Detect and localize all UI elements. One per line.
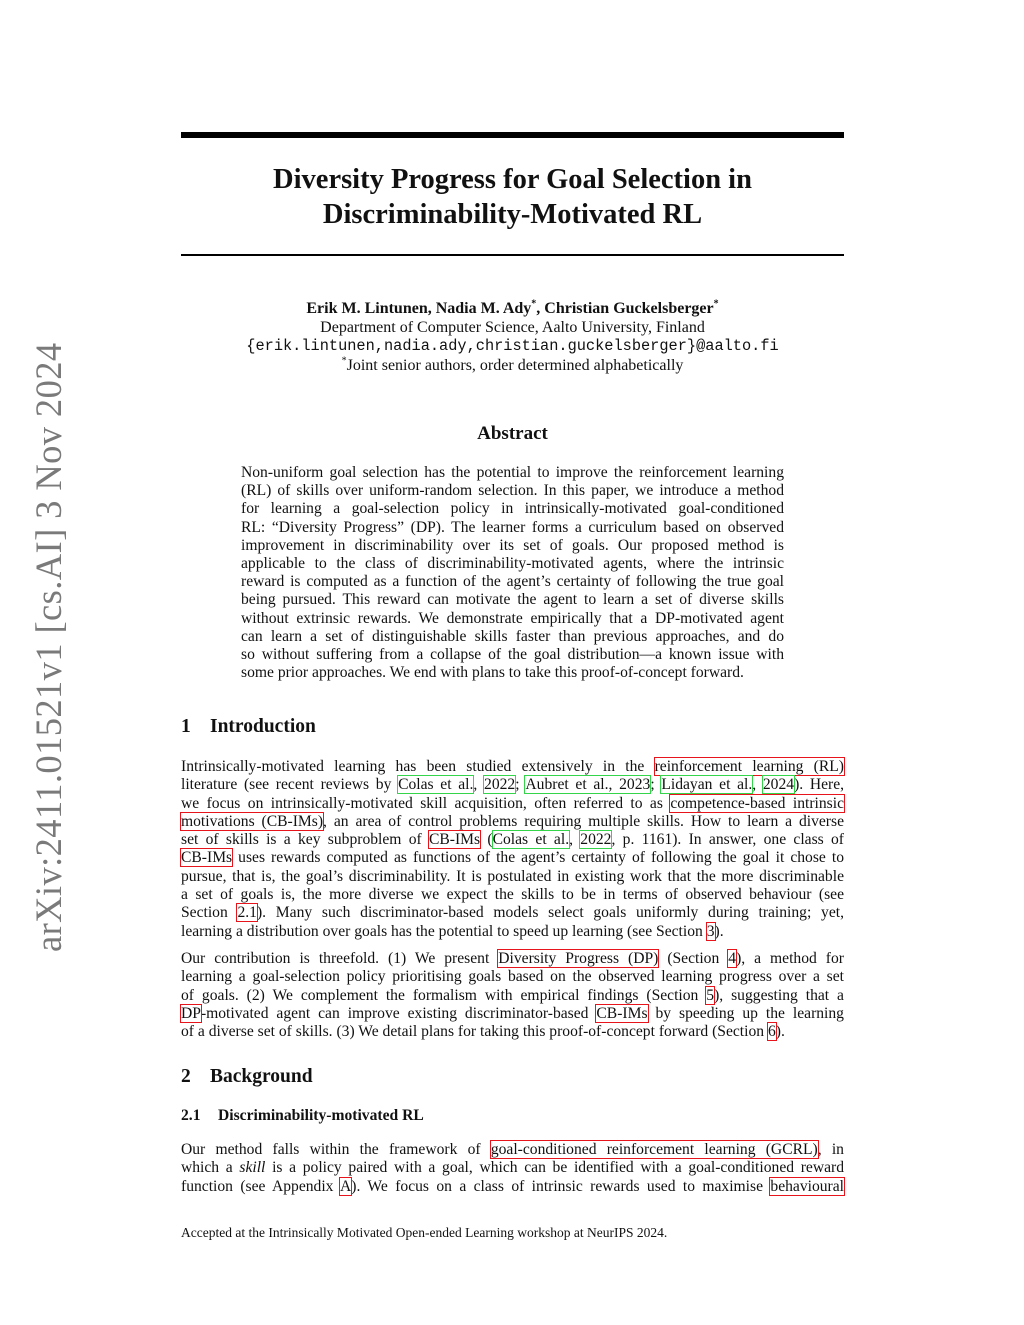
intro-line bbox=[181, 795, 844, 813]
intro-line bbox=[181, 758, 844, 776]
text-run: Section bbox=[181, 904, 238, 922]
text-run: -motivated agent can improve existing discriminator-based bbox=[200, 1004, 597, 1022]
abstract-line: Non-uniform goal selection has the potential to improve the reinforcement learning bbox=[241, 464, 784, 481]
intro-line: pursue, that is, the goal’s discriminability. It is postulated in existing work that the more discriminable bbox=[181, 867, 844, 885]
author-note-mark: * bbox=[341, 355, 347, 367]
intro-line bbox=[181, 1023, 844, 1041]
abstract-heading: Abstract bbox=[477, 423, 548, 444]
intro-line bbox=[181, 831, 844, 849]
intro-paragraph-1 bbox=[181, 758, 844, 941]
text-run: ), suggesting that a bbox=[714, 986, 844, 1004]
acronym-link-gcrl[interactable]: goal-conditioned reinforcement learning (GCRL) bbox=[490, 1141, 818, 1158]
acronym-link-behavioural[interactable]: behavioural bbox=[770, 1177, 844, 1195]
text-run: ; bbox=[515, 776, 526, 794]
text-run: ). bbox=[714, 922, 724, 940]
background-line bbox=[181, 1141, 844, 1159]
author-block bbox=[181, 299, 844, 375]
intro-line bbox=[181, 849, 844, 867]
text-run: , in bbox=[817, 1141, 844, 1158]
text-run: literature (see recent reviews by bbox=[181, 776, 399, 794]
emphasis-skill: skill bbox=[239, 1159, 266, 1177]
author-note bbox=[181, 356, 844, 375]
intro-paragraph-2 bbox=[181, 950, 844, 1041]
abstract-line: (RL) of skills over uniform-random selection. In this paper, we introduce a method bbox=[241, 482, 784, 500]
background-line bbox=[181, 1159, 844, 1177]
text-run: by speeding up the learning bbox=[647, 1004, 844, 1022]
text-run: ). Many such discriminator-based models select goals uniformly during training; yet, bbox=[256, 904, 844, 922]
abstract-line: improvement in discriminability over its set of goals. Our proposed method is bbox=[241, 536, 784, 554]
text-run: set of skills is a key subproblem of bbox=[181, 831, 429, 849]
text-run: Our contribution is threefold. (1) We present bbox=[181, 950, 499, 967]
intro-line bbox=[181, 776, 844, 794]
author-affiliation: Department of Computer Science, Aalto University, Finland bbox=[320, 319, 705, 336]
author-emails: {erik.lintunen,nadia.ady,christian.guckelsberger}@aalto.fi bbox=[246, 337, 779, 355]
abstract-body bbox=[241, 464, 784, 682]
acronym-link-dp[interactable]: DP bbox=[181, 1004, 201, 1022]
abstract-line: without extrinsic rewards. We demonstrate empirically that a DP-motivated agent bbox=[241, 609, 784, 627]
text-run: we focus on intrinsically-motivated skill acquisition, often referred to as bbox=[181, 794, 671, 812]
author-note-text: Joint senior authors, order determined alphabetically bbox=[346, 357, 684, 374]
acronym-link-cb-ims-part-1[interactable]: competence-based intrinsic bbox=[670, 794, 844, 812]
text-run: , p. 1161). In answer, one class of bbox=[611, 831, 844, 849]
citation-link-colas-year[interactable]: 2022 bbox=[580, 831, 612, 849]
author-name-2: Christian Guckelsberger bbox=[544, 300, 714, 317]
acronym-link-dp[interactable]: Diversity Progress (DP) bbox=[498, 950, 659, 967]
intro-line bbox=[181, 1005, 844, 1023]
text-run: is a policy paired with a goal, which can be identified with a goal-conditioned reward bbox=[265, 1159, 844, 1177]
author-name-1: Erik M. Lintunen, Nadia M. Ady bbox=[306, 300, 532, 317]
text-run: function (see Appendix bbox=[181, 1177, 340, 1195]
citation-link-lidayan-author[interactable]: Lidayan et al. bbox=[661, 776, 753, 794]
text-run: ( bbox=[480, 831, 493, 849]
paper-title-line-1: Diversity Progress for Goal Selection in bbox=[273, 164, 752, 195]
acronym-link-cb-ims[interactable]: CB-IMs bbox=[181, 849, 233, 867]
text-run: ). bbox=[775, 1023, 785, 1041]
abstract-line: so without suffering from a collapse of the goal distribution—a known issue with bbox=[241, 645, 784, 663]
abstract-line: being pursued. This reward can motivate the agent to learn a set of diverse skills bbox=[241, 591, 784, 609]
acronym-link-cb-ims[interactable]: CB-IMs bbox=[428, 831, 481, 849]
author-mark-1: * bbox=[531, 298, 537, 310]
citation-link-lidayan-year[interactable]: 2024 bbox=[762, 776, 795, 794]
author-separator: , bbox=[536, 300, 545, 317]
section-1-number: 1 bbox=[181, 716, 191, 737]
appendix-ref-link-a[interactable]: A bbox=[339, 1177, 352, 1195]
text-run: , bbox=[752, 776, 763, 794]
citation-link-colas-year[interactable]: 2022 bbox=[484, 776, 516, 794]
text-run: (Section bbox=[658, 950, 729, 967]
abstract-line: reward is computed as a function of the agent’s certainty of following the true goal bbox=[241, 573, 784, 591]
citation-link-colas-author[interactable]: Colas et al. bbox=[398, 776, 474, 794]
abstract-line: RL: “Diversity Progress” (DP). The learner forms a curriculum based on observed bbox=[241, 518, 784, 536]
section-1-heading bbox=[181, 716, 316, 738]
intro-line bbox=[181, 904, 844, 922]
citation-link-aubret[interactable]: Aubret et al., 2023 bbox=[525, 776, 651, 794]
text-run: ; bbox=[650, 776, 662, 794]
intro-line: a set of goals is, the more diverse we expect the skills to be in terms of observed behaviour (see bbox=[181, 886, 844, 904]
text-run: , an area of control problems requiring multiple skills. How to learn a diverse bbox=[323, 812, 844, 830]
intro-line bbox=[181, 987, 844, 1005]
subsection-2-1-number: 2.1 bbox=[181, 1107, 201, 1124]
background-line bbox=[181, 1178, 844, 1196]
workshop-footer: Accepted at the Intrinsically Motivated Open-ended Learning workshop at NeurIPS 2024. bbox=[181, 1225, 668, 1240]
text-run: which a bbox=[181, 1159, 240, 1177]
abstract-line: can learn a set of distinguishable skills faster than previous approaches, and do bbox=[241, 627, 784, 645]
abstract-line: some prior approaches. We end with plans to take this proof-of-concept forward. bbox=[241, 664, 744, 682]
text-run: of a diverse set of skills. (3) We detail plans for taking this proof-of-concept forward (Section bbox=[181, 1023, 768, 1041]
section-2-title: Background bbox=[210, 1066, 313, 1087]
intro-line: learning a goal-selection policy prioritising goals based on the observed learning progress over a set bbox=[181, 968, 844, 986]
text-run: , bbox=[569, 831, 581, 849]
section-2-heading bbox=[181, 1066, 313, 1088]
section-ref-link-6[interactable]: 6 bbox=[767, 1023, 776, 1041]
subsection-2-1-title: Discriminability-motivated RL bbox=[218, 1107, 424, 1124]
intro-line bbox=[181, 813, 844, 831]
section-ref-link-2-1[interactable]: 2.1 bbox=[237, 904, 257, 922]
abstract-line: for learning a goal-selection policy in intrinsically-motivated goal-conditioned bbox=[241, 500, 784, 518]
intro-line bbox=[181, 923, 844, 941]
acronym-link-cb-ims-part-2[interactable]: motivations (CB-IMs) bbox=[181, 812, 324, 830]
text-run: learning a distribution over goals has the potential to speed up learning (see Section bbox=[181, 922, 707, 940]
paper-title bbox=[181, 162, 844, 232]
title-top-rule bbox=[181, 132, 844, 138]
arxiv-identifier-stamp: arXiv:2411.01521v1 [cs.AI] 3 Nov 2024 bbox=[28, 342, 69, 952]
text-run: Intrinsically-motivated learning has been studied extensively in the bbox=[181, 758, 655, 775]
text-run: uses rewards computed as functions of the agent’s certainty of following the goal it chose to bbox=[232, 849, 844, 867]
intro-line bbox=[181, 950, 844, 968]
author-mark-2: * bbox=[713, 298, 719, 310]
paper-title-line-2: Discriminability-Motivated RL bbox=[322, 199, 703, 230]
subsection-2-1-heading bbox=[181, 1107, 424, 1125]
acronym-link-cb-ims[interactable]: CB-IMs bbox=[596, 1004, 648, 1022]
abstract-line: applicable to the class of discriminability-motivated agents, where the intrinsic bbox=[241, 554, 784, 572]
acronym-link-rl[interactable]: reinforcement learning (RL) bbox=[654, 758, 844, 775]
section-ref-link-5[interactable]: 5 bbox=[706, 986, 715, 1004]
text-run: , bbox=[473, 776, 485, 794]
text-run: Our method falls within the framework of bbox=[181, 1141, 491, 1158]
section-2-number: 2 bbox=[181, 1066, 191, 1087]
text-run: ). Here, bbox=[794, 776, 845, 794]
text-run: ), a method for bbox=[736, 950, 844, 967]
text-run: of goals. (2) We complement the formalism with empirical findings (Section bbox=[181, 986, 707, 1004]
background-paragraph-1 bbox=[181, 1141, 844, 1196]
section-ref-link-3[interactable]: 3 bbox=[706, 922, 715, 940]
citation-link-colas-author[interactable]: Colas et al. bbox=[492, 831, 570, 849]
section-ref-link-4[interactable]: 4 bbox=[728, 950, 737, 967]
text-run: ). We focus on a class of intrinsic rewards used to maximise bbox=[351, 1177, 771, 1195]
section-1-title: Introduction bbox=[210, 716, 316, 737]
author-names bbox=[181, 299, 844, 318]
title-bottom-rule bbox=[181, 254, 844, 256]
